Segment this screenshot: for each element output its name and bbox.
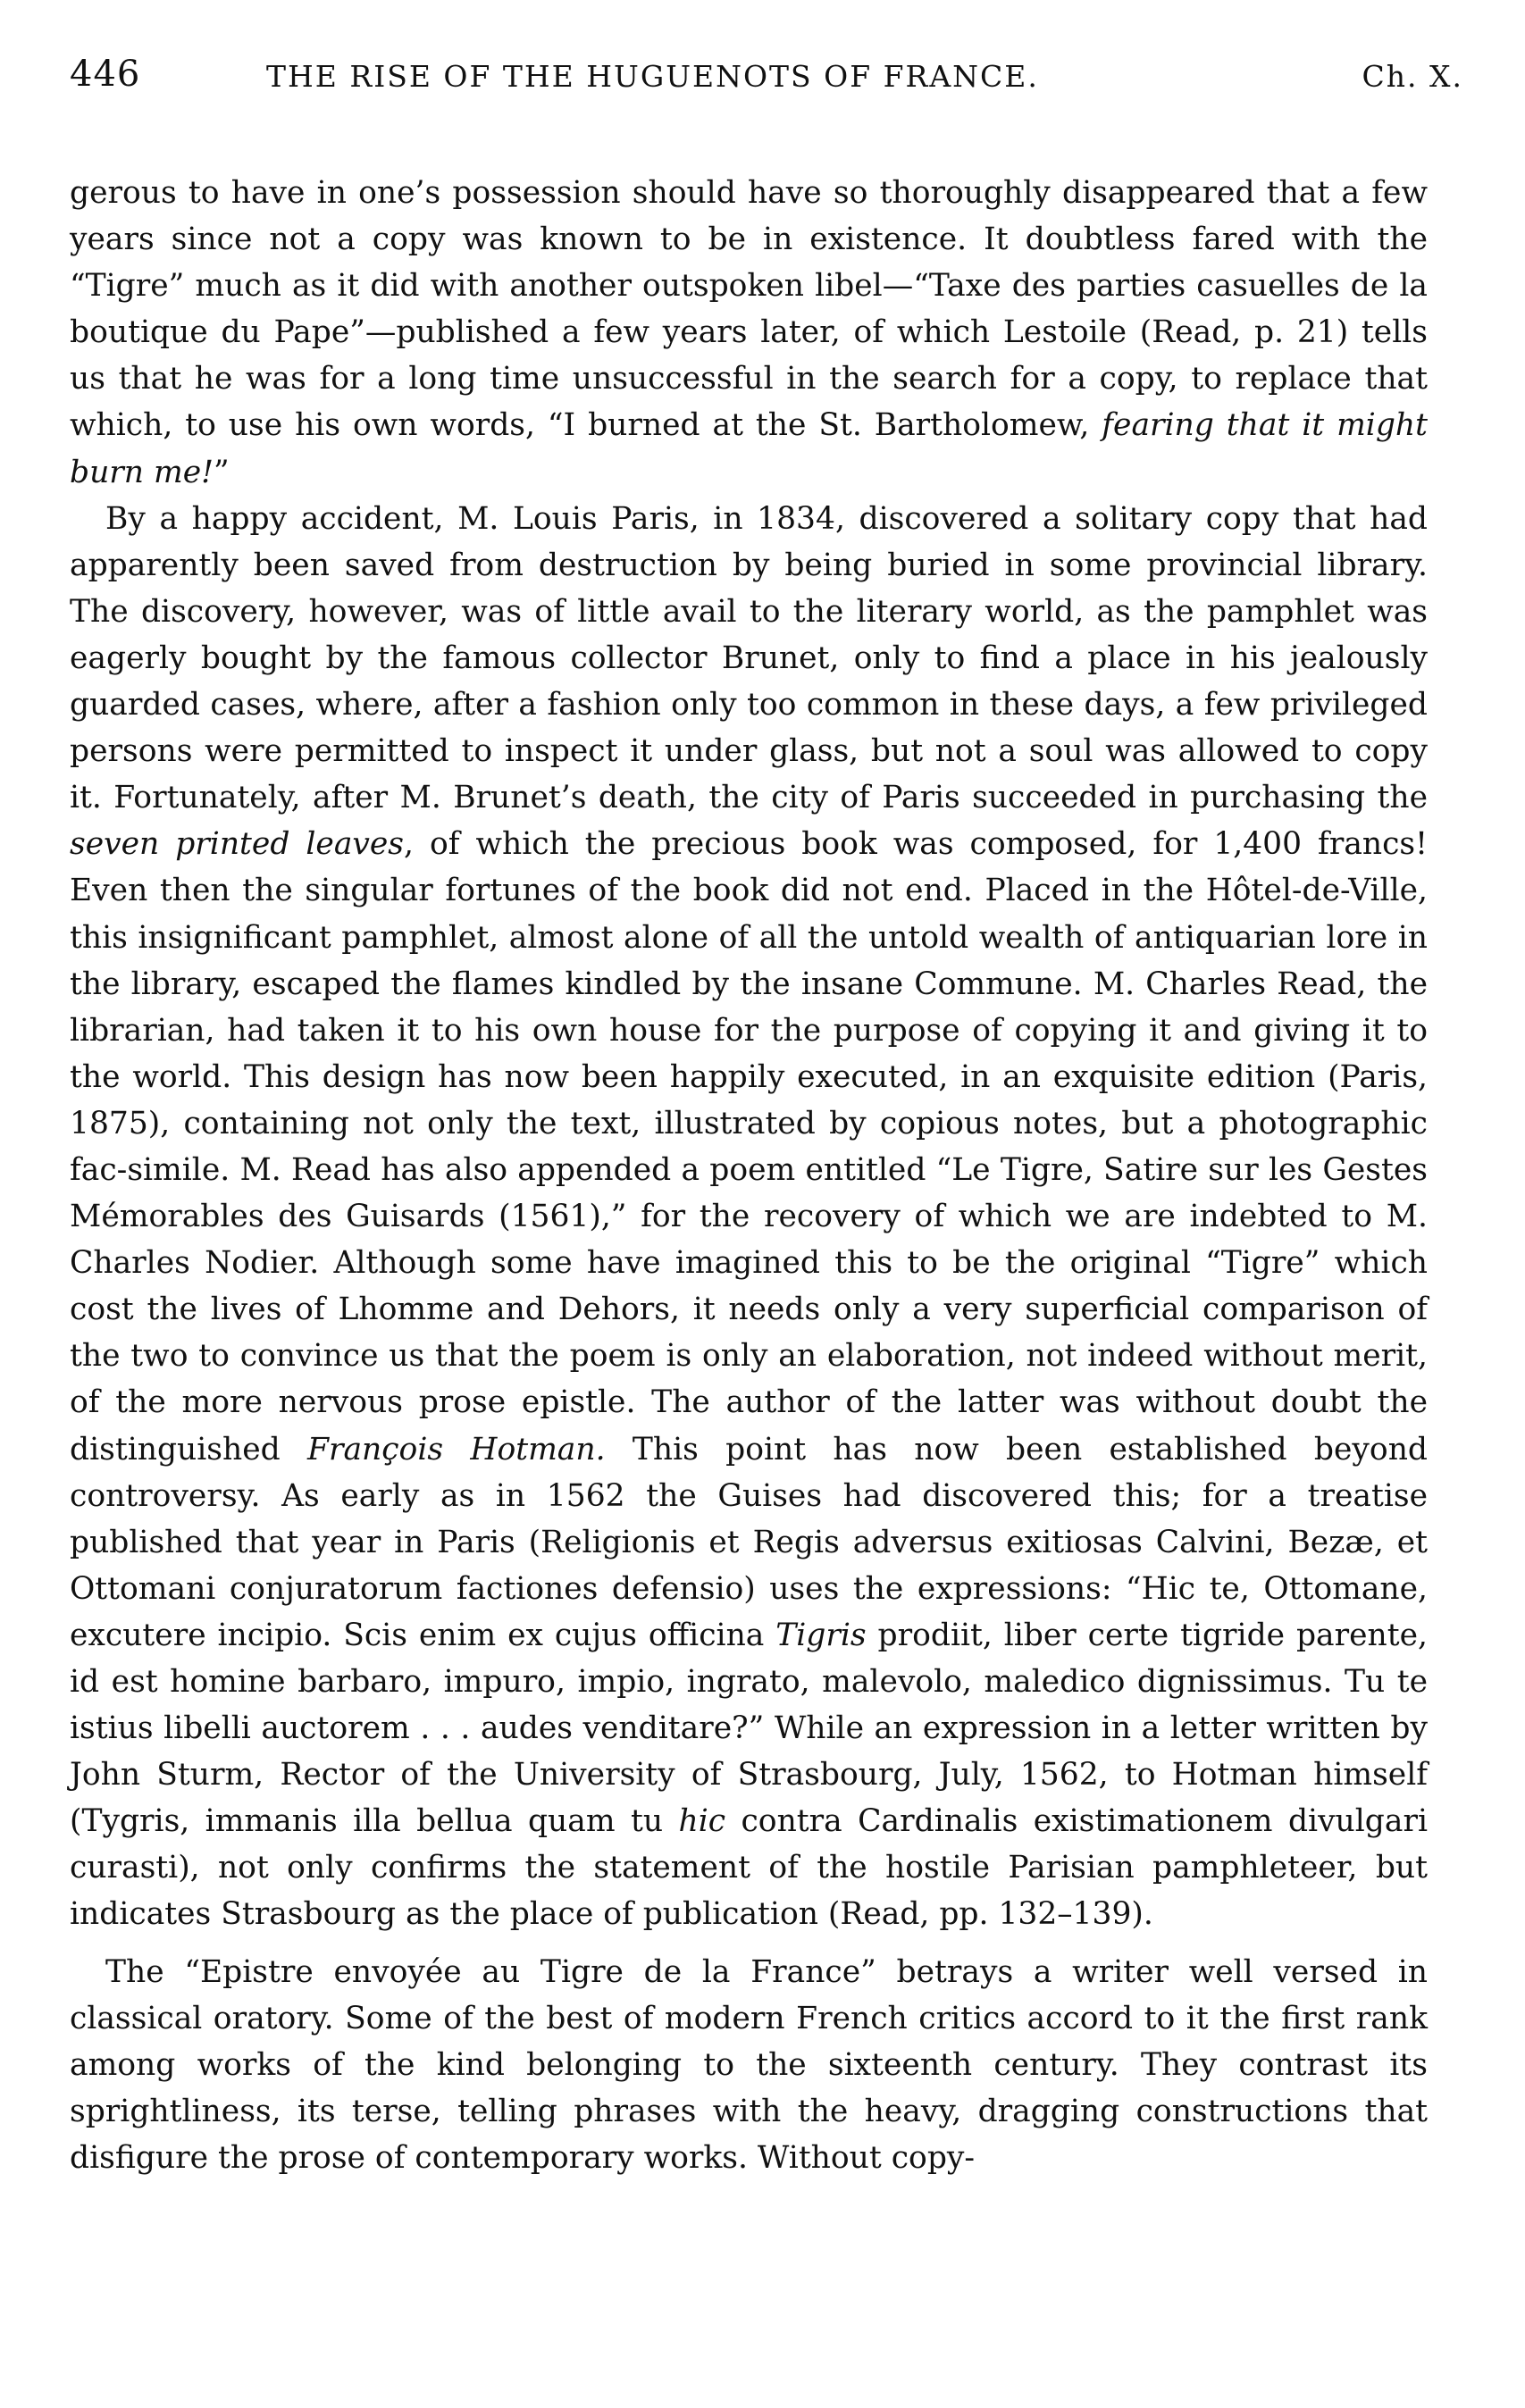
- text-run: gerous to have in one’s possession should have so thoroughly disappeared that a few years since not a copy was known to be in existence. It doubtless fared with the “Tigre” much as it did with another outspoken libel—“Taxe des parties casuelles de la boutique du Pape”—published a few years later, of which Lestoile (Read, p. 21) tells us that he was for a long time unsuccessful in the search for a copy, to replace that which, to use his own words, “I burned at the St. Bartholomew,: [70, 175, 1428, 444]
- italic-text: fearing that it might burn me!: [70, 407, 1428, 490]
- text-run: prodiit, liber certe tigride parente, id est homine barbaro, impuro, impio, ingrato, malevolo, maledico dignissimus. Tu te istius libelli auctorem . . . audes venditare?” While an expression in a letter written by John Sturm, Rector of the University of Strasbourg, July, 1562, to Hotman himself (Tygris, immanis illa bellua quam tu: [70, 1617, 1428, 1840]
- running-head: [70, 54, 1463, 107]
- italic-text: seven printed leaves: [70, 826, 405, 863]
- book-page: [70, 54, 1463, 2181]
- text-run: By a happy accident, M. Louis Paris, in 1834, discovered a solitary copy that had apparently been saved from destruction by being buried in some provincial library. The discovery, however, was of little avail to the literary world, as the pamphlet was eagerly bought by the famous collector Brunet, only to find a place in his jealously guarded cases, where, after a fashion only too common in these days, a few privileged persons were permitted to inspect it under glass, but not a soul was allowed to copy it. Fortunately, after M. Brunet’s death, the city of Paris succeeded in purchasing the: [70, 500, 1428, 816]
- text-run: ”: [213, 454, 230, 490]
- paragraph: [70, 1949, 1428, 2181]
- text-run: The “Epistre envoyée au Tigre de la France” betrays a writer well versed in classical oratory. Some of the best of modern French critics accord to it the first rank among works of the kind belonging to the sixteenth century. They contrast its sprightliness, its terse, telling phrases with the heavy, dragging constructions that disfigure the prose of contemporary works. Without copy-: [70, 1953, 1428, 2176]
- paragraph: [70, 170, 1428, 496]
- italic-text: hic: [678, 1803, 726, 1840]
- paragraph: [70, 496, 1428, 1938]
- italic-text: François Hotman.: [307, 1431, 606, 1467]
- italic-text: Tigris: [775, 1617, 867, 1653]
- chapter-label: Ch. X.: [1362, 59, 1463, 94]
- body-text: [70, 170, 1428, 2181]
- text-run: , of which the precious book was composed, for 1,400 francs! Even then the singular fortunes of the book did not end. Placed in the Hôtel-de-Ville, this insignificant pamphlet, almost alone of all the untold wealth of antiquarian lore in the library, escaped the flames kindled by the insane Commune. M. Charles Read, the librarian, had taken it to his own house for the purpose of copying it and giving it to the world. This design has now been happily executed, in an exquisite edition (Paris, 1875), containing not only the text, illustrated by copious notes, but a photographic fac-simile. M. Read has also appended a poem entitled “Le Tigre, Satire sur les Gestes Mémorables des Guisards (1561),” for the recovery of which we are indebted to M. Charles Nodier. Although some have imagined this to be the original “Tigre” which cost the lives of Lhomme and Dehors, it needs only a very superficial comparison of the two to convince us that the poem is only an elaboration, not indeed without merit, of the more nervous prose epistle. The author of the latter was without doubt the distinguished: [70, 826, 1428, 1467]
- text-run: This point has now been established beyond controversy. As early as in 1562 the Guises had discovered this; for a treatise published that year in Paris (Religionis et Regis adversus exitiosas Calvini, Bezæ, et Ottomani conjuratorum factiones defensio) uses the expressions: “Hic te, Ottomane, excutere incipio. Scis enim ex cujus officina: [70, 1431, 1428, 1653]
- text-run: contra Cardinalis existimationem divulgari curasti), not only confirms the statement of the hostile Parisian pamphleteer, but indicates Strasbourg as the place of publication (Read, pp. 132–139).: [70, 1803, 1428, 1933]
- page-number: 446: [70, 54, 141, 95]
- running-title: THE RISE OF THE HUGUENOTS OF FRANCE.: [266, 59, 1039, 94]
